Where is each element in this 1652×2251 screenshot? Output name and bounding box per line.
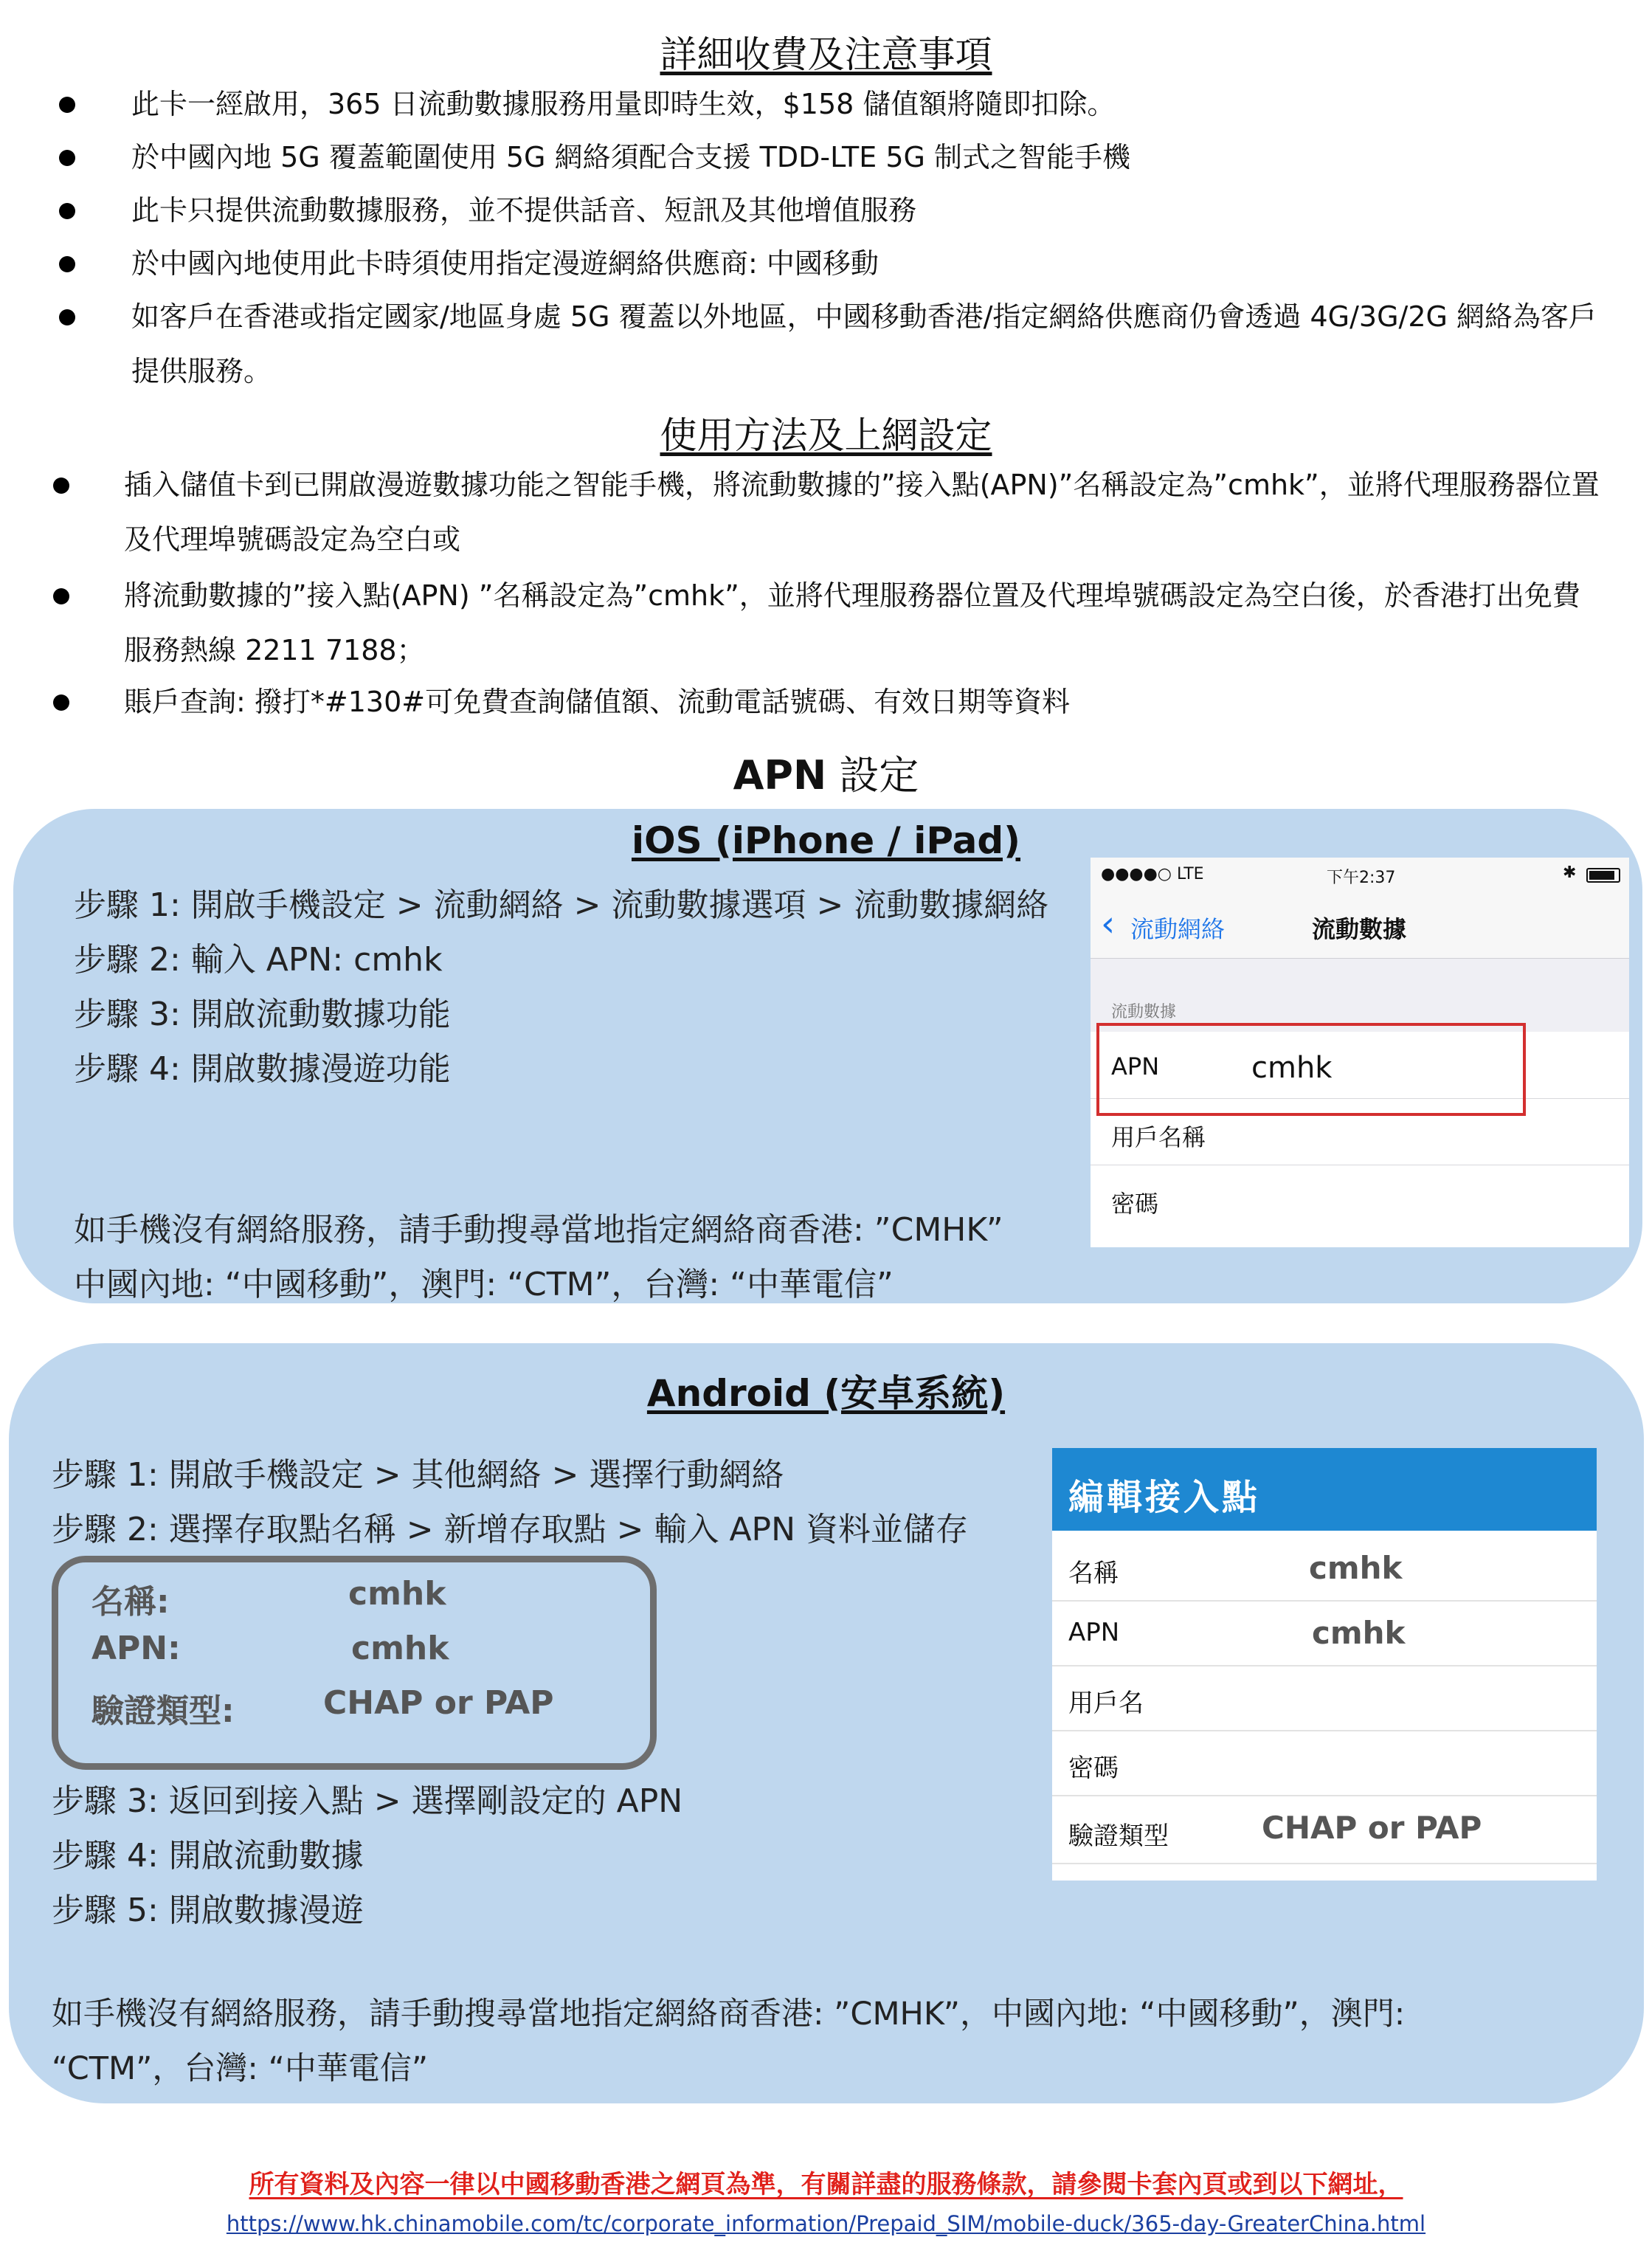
list-item: [0, 130, 1652, 185]
list-item: [0, 77, 1652, 131]
bullet-dot: [59, 150, 75, 166]
ios-network-note-line1: 如手機沒有網絡服務，請手動搜尋當地指定網絡商香港: ”CMHK”: [74, 1211, 1003, 1249]
box-label: APN:: [91, 1630, 181, 1667]
bullet-text: 賬戶查詢: 撥打*#130#可免費查詢儲值額、流動電話號碼、有效日期等資料: [124, 686, 1071, 718]
row-label: 用戶名: [1068, 1689, 1144, 1718]
list-item: [0, 236, 1652, 291]
row-label: 名稱: [1068, 1559, 1119, 1588]
status-bar: [1091, 858, 1629, 892]
list-item: [0, 568, 1652, 678]
apn-title-bold: APN: [733, 752, 827, 799]
nav-title: 流動數據: [1312, 915, 1407, 943]
bluetooth-icon: ✱: [1563, 863, 1577, 882]
android-network-note-line1: 如手機沒有網絡服務，請手動搜尋當地指定網絡商香港: ”CMHK”，中國內地: “中國移動”，澳門:: [52, 1996, 1406, 2033]
ios-step-2: 步驟 2: 輸入 APN: cmhk: [74, 941, 443, 979]
bullet-dot: [53, 694, 69, 711]
list-item: [0, 183, 1652, 238]
apn-title-rest: 設定: [826, 752, 919, 799]
edit-apn-title: 編輯接入點: [1068, 1477, 1261, 1518]
row-value[interactable]: cmhk: [1312, 1615, 1406, 1651]
row-label: 驗證類型: [1068, 1821, 1169, 1851]
list-item: [0, 675, 1652, 729]
clock-label: 下午2:37: [1327, 869, 1396, 887]
apn-highlight-box: [1096, 1023, 1526, 1116]
android-title: Android (安卓系統): [646, 1372, 1006, 1415]
android-step-2: 步驟 2: 選擇存取點名稱 > 新增存取點 > 輸入 APN 資料並儲存: [52, 1511, 968, 1548]
bullet-dot: [53, 478, 69, 494]
bullet-text: 如客戶在香港或指定國家/地區身處 5G 覆蓋以外地區，中國移動香港/指定網絡供應商仍會透過 4G/3G/2G 網絡為客戶提供服務。: [131, 300, 1597, 387]
bullet-text: 將流動數據的”接入點(APN) ”名稱設定為”cmhk”，並將代理服務器位置及代理埠號碼設定為空白後，於香港打出免費服務熱線 2211 7188；: [124, 579, 1580, 666]
android-step-4: 步驟 4: 開啟流動數據: [52, 1837, 364, 1875]
row-label: 用戶名稱: [1111, 1123, 1206, 1151]
list-item: [0, 458, 1652, 567]
bullet-text: 插入儲值卡到已開啟漫遊數據功能之智能手機，將流動數據的”接入點(APN)”名稱設定為”cmhk”，並將代理服務器位置及代理埠號碼設定為空白或: [124, 469, 1600, 556]
box-value: cmhk: [348, 1575, 446, 1613]
list-item[interactable]: [1052, 1535, 1597, 1602]
usage-title: 使用方法及上網設定: [660, 414, 992, 457]
section-header: 流動數據: [1111, 1003, 1177, 1021]
row-label: APN: [1111, 1052, 1160, 1080]
nav-bar: [1091, 892, 1629, 959]
carrier-label: ●●●●○ LTE: [1101, 865, 1204, 883]
ios-step-3: 步驟 3: 開啟流動數據功能: [74, 996, 451, 1033]
apn-settings-title: [0, 744, 1652, 801]
list-item: [0, 289, 1652, 399]
ios-step-4: 步驟 4: 開啟數據漫遊功能: [74, 1050, 451, 1088]
footer-disclaimer: 所有資料及內容一律以中國移動香港之網頁為準，有關詳盡的服務條款，請參閱卡套內頁或到以下網址，: [249, 2170, 1403, 2199]
ios-network-note-line2: 中國內地: “中國移動”，澳門: “CTM”，台灣: “中華電信”: [74, 1266, 894, 1303]
row-label: APN: [1068, 1618, 1120, 1647]
row-value[interactable]: cmhk: [1309, 1550, 1403, 1586]
android-step-5: 步驟 5: 開啟數據漫遊: [52, 1892, 364, 1929]
apn-value[interactable]: cmhk: [1251, 1051, 1333, 1085]
bullet-dot: [53, 588, 69, 604]
bullet-dot: [59, 97, 75, 113]
bullet-dot: [59, 203, 75, 219]
ios-title: iOS (iPhone / iPad): [631, 819, 1021, 862]
android-network-note-line2: “CTM”，台灣: “中華電信”: [52, 2050, 429, 2087]
bullet-dot: [59, 256, 75, 272]
bullet-text: 此卡一經啟用，365 日流動數據服務用量即時生效，$158 儲值額將隨即扣除。: [131, 88, 1116, 120]
ios-step-1: 步驟 1: 開啟手機設定 > 流動網絡 > 流動數據選項 > 流動數據網絡: [74, 886, 1049, 924]
android-header-bar: [1052, 1448, 1597, 1531]
box-label: 名稱:: [91, 1583, 170, 1621]
row-value[interactable]: CHAP or PAP: [1262, 1810, 1482, 1846]
android-step-3: 步驟 3: 返回到接入點 > 選擇剛設定的 APN: [52, 1782, 683, 1820]
android-phone-screenshot: [1052, 1448, 1597, 1881]
battery-icon: [1586, 868, 1620, 883]
box-value: cmhk: [351, 1630, 449, 1667]
row-label: 密碼: [1111, 1190, 1159, 1218]
ios-phone-screenshot: [1091, 858, 1629, 1247]
bullet-text: 於中國內地 5G 覆蓋範圍使用 5G 網絡須配合支援 TDD-LTE 5G 制式之智能手機: [131, 141, 1131, 173]
list-item[interactable]: [1052, 1795, 1597, 1864]
box-label: 驗證類型:: [91, 1692, 235, 1730]
list-item[interactable]: [1052, 1730, 1597, 1796]
back-chevron-icon[interactable]: ‹: [1101, 903, 1116, 945]
charges-title: 詳細收費及注意事項: [660, 33, 992, 76]
list-item[interactable]: [1052, 1665, 1597, 1731]
list-item[interactable]: [1052, 1600, 1597, 1666]
list-item[interactable]: [1091, 1165, 1629, 1231]
bullet-text: 此卡只提供流動數據服務，並不提供話音、短訊及其他增值服務: [131, 194, 917, 227]
bullet-dot: [59, 309, 75, 325]
footer-url-link[interactable]: https://www.hk.chinamobile.com/tc/corporate_information/Prepaid_SIM/mobile-duck/365-day-GreaterChina.html: [226, 2211, 1426, 2236]
back-button[interactable]: 流動網絡: [1130, 915, 1226, 943]
box-value: CHAP or PAP: [323, 1684, 554, 1722]
android-step-1: 步驟 1: 開啟手機設定 > 其他網絡 > 選擇行動網絡: [52, 1456, 784, 1494]
bullet-text: 於中國內地使用此卡時須使用指定漫遊網絡供應商: 中國移動: [131, 247, 879, 280]
row-label: 密碼: [1068, 1754, 1119, 1783]
